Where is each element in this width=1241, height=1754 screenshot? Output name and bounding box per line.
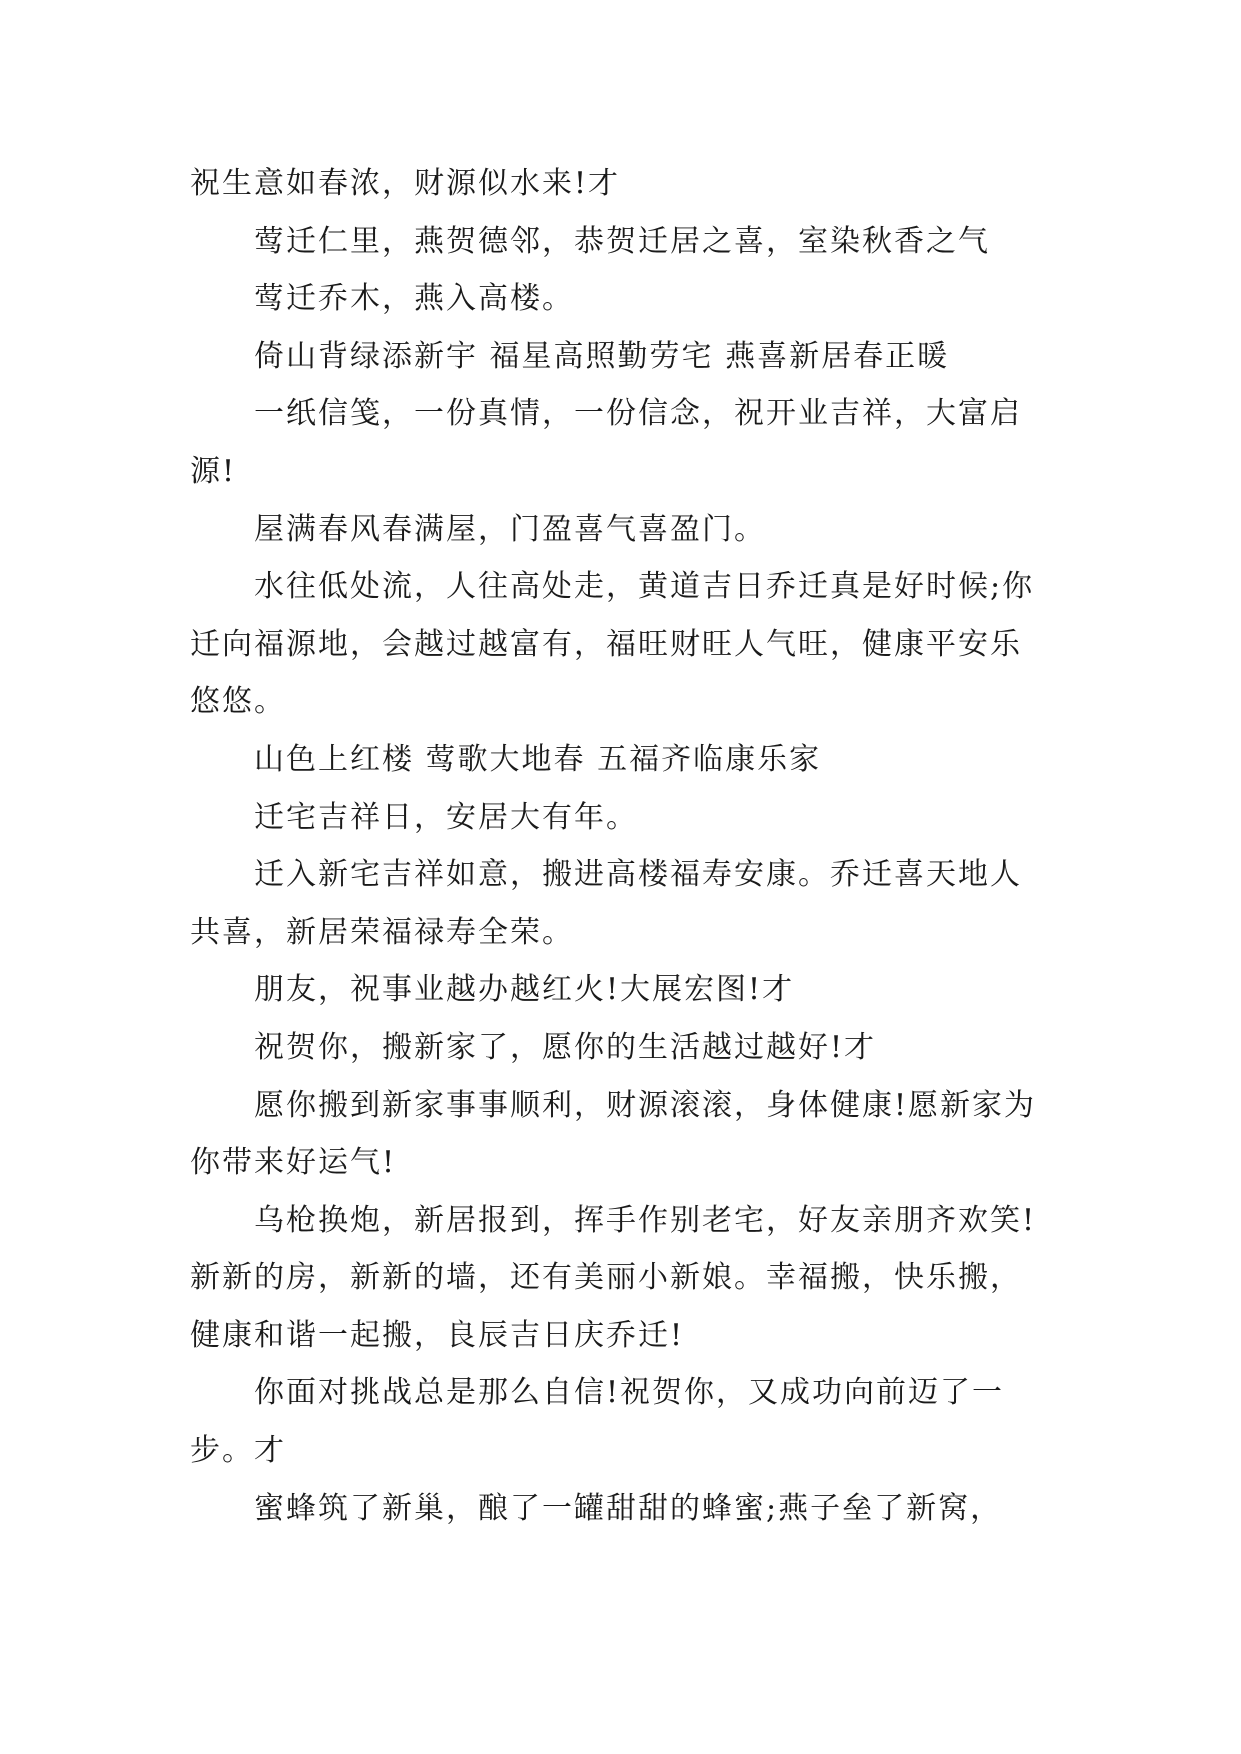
paragraph: 莺迁仁里，燕贺德邻，恭贺迁居之喜，室染秋香之气 [254,223,990,259]
paragraph: 祝贺你，搬新家了，愿你的生活越过越好!才 [254,1029,877,1065]
document-body [190,155,1050,1537]
paragraph: 迁宅吉祥日，安居大有年。 [254,799,638,835]
paragraph: 蜜蜂筑了新巢，酿了一罐甜甜的蜂蜜;燕子垒了新窝， [254,1490,1003,1526]
paragraph: 乌枪换炮，新居报到，挥手作别老宅，好友亲朋齐欢笑!新新的房，新新的墙，还有美丽小新娘。幸福搬，快乐搬，健康和谐一起搬，良辰吉日庆乔迁! [190,1202,1037,1353]
paragraph: 愿你搬到新家事事顺利，财源滚滚，身体健康!愿新家为你带来好运气! [190,1087,1037,1181]
paragraph: 朋友，祝事业越办越红火!大展宏图!才 [254,972,795,1008]
paragraph: 你面对挑战总是那么自信!祝贺你，又成功向前迈了一步。才 [190,1375,1005,1469]
paragraph: 莺迁乔木，燕入高楼。 [254,281,574,317]
paragraph: 迁入新宅吉祥如意，搬进高楼福寿安康。乔迁喜天地人共喜，新居荣福禄寿全荣。 [190,857,1022,950]
paragraph: 屋满春风春满屋，门盈喜气喜盈门。 [254,511,766,547]
paragraph: 倚山背绿添新宇 福星高照勤劳宅 燕喜新居春正暖 [254,338,950,374]
paragraph: 一纸信笺，一份真情，一份信念，祝开业吉祥，大富启源! [190,396,1022,489]
paragraph: 水往低处流，人往高处走，黄道吉日乔迁真是好时候;你迁向福源地，会越过越富有，福旺财旺人气旺，健康平安乐悠悠。 [190,569,1035,720]
paragraph: 山色上红楼 莺歌大地春 五福齐临康乐家 [254,741,822,777]
paragraph: 祝生意如春浓，财源似水来!才 [190,166,621,201]
